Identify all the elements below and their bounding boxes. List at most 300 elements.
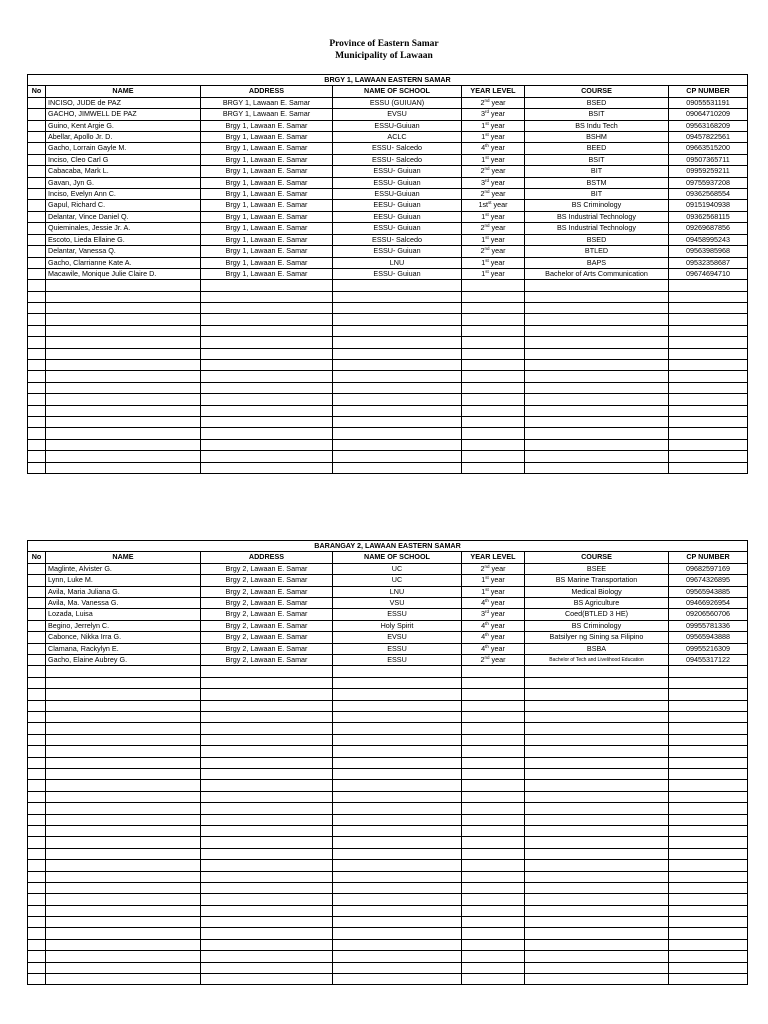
school-cell: [333, 962, 462, 973]
year-number: 1: [481, 120, 486, 130]
no-cell: [28, 325, 46, 336]
school-cell: [333, 360, 462, 371]
table-row: [28, 598, 748, 609]
name-cell: Abellar, Apollo Jr. D.: [46, 132, 201, 143]
no-cell: [28, 951, 46, 962]
no-cell: [28, 974, 46, 985]
cp-cell: 09362568554: [669, 189, 748, 200]
cp-cell: [669, 712, 748, 723]
table-row: [28, 962, 748, 973]
year-cell: [462, 894, 525, 905]
school-cell: [333, 666, 462, 677]
cp-cell: [669, 700, 748, 711]
school-cell: ESSU- Salcedo: [333, 154, 462, 165]
table-row: [28, 177, 748, 188]
year-cell: [462, 200, 525, 211]
year-cell: [462, 291, 525, 302]
table-row: [28, 917, 748, 928]
school-cell: LNU: [333, 257, 462, 268]
cp-cell: 09682597169: [669, 563, 748, 574]
school-cell: [333, 439, 462, 450]
year-number: 1: [481, 257, 486, 267]
course-cell: [525, 451, 669, 462]
name-cell: Maglinte, Alvister G.: [46, 563, 201, 574]
cp-cell: [669, 917, 748, 928]
cp-cell: [669, 894, 748, 905]
year-cell: [462, 905, 525, 916]
name-cell: [46, 837, 201, 848]
address-cell: [201, 666, 333, 677]
no-cell: [28, 132, 46, 143]
cp-cell: 09674326895: [669, 575, 748, 586]
name-cell: [46, 917, 201, 928]
no-cell: [28, 882, 46, 893]
name-cell: [46, 439, 201, 450]
no-cell: [28, 848, 46, 859]
school-cell: EESU- Guiuan: [333, 211, 462, 222]
course-cell: Bachelor of Arts Communication: [525, 268, 669, 279]
table-row: [28, 837, 748, 848]
table-row: [28, 303, 748, 314]
table-row: [28, 120, 748, 131]
table-row: [28, 860, 748, 871]
course-cell: [525, 394, 669, 405]
address-cell: [201, 712, 333, 723]
table-row: [28, 189, 748, 200]
table-row: [28, 905, 748, 916]
address-cell: Brgy 2, Lawaan E. Samar: [201, 643, 333, 654]
col-course: COURSE: [525, 86, 669, 97]
address-cell: [201, 974, 333, 985]
year-number: 2: [480, 223, 485, 233]
table-row: [28, 974, 748, 985]
col-course: COURSE: [525, 552, 669, 563]
course-cell: BSED: [525, 234, 669, 245]
course-cell: [525, 337, 669, 348]
no-cell: [28, 860, 46, 871]
year-number: 4: [481, 643, 486, 653]
name-cell: [46, 905, 201, 916]
year-word: year: [489, 177, 505, 187]
table-row: [28, 586, 748, 597]
no-cell: [28, 643, 46, 654]
address-cell: Brgy 1, Lawaan E. Samar: [201, 246, 333, 257]
year-number: 3: [481, 609, 485, 619]
name-cell: Avila, Maria Juliana G.: [46, 586, 201, 597]
no-cell: [28, 928, 46, 939]
name-cell: [46, 325, 201, 336]
year-cell: [462, 234, 525, 245]
course-cell: [525, 382, 669, 393]
cp-cell: [669, 905, 748, 916]
cp-cell: 09455317122: [669, 655, 748, 666]
address-cell: Brgy 2, Lawaan E. Samar: [201, 575, 333, 586]
address-cell: [201, 905, 333, 916]
table-row: [28, 325, 748, 336]
year-number: 1: [481, 211, 486, 221]
year-cell: [462, 451, 525, 462]
school-cell: [333, 905, 462, 916]
name-cell: Gacho, Clarrianne Kate A.: [46, 257, 201, 268]
address-cell: [201, 825, 333, 836]
course-cell: Bachelor of Tech and Livelihood Education: [525, 655, 669, 666]
no-cell: [28, 268, 46, 279]
no-cell: [28, 428, 46, 439]
course-cell: BS Industrial Technology: [525, 211, 669, 222]
school-cell: VSU: [333, 598, 462, 609]
year-cell: [462, 189, 525, 200]
year-number: 2: [480, 563, 485, 573]
year-suffix: th: [485, 598, 489, 604]
table-row: [28, 791, 748, 802]
year-suffix: th: [485, 143, 489, 149]
school-cell: ESSU- Guiuan: [333, 223, 462, 234]
course-cell: [525, 700, 669, 711]
year-word: year: [489, 563, 506, 573]
address-cell: [201, 337, 333, 348]
year-cell: [462, 757, 525, 768]
school-cell: EESU- Guiuan: [333, 200, 462, 211]
cp-cell: [669, 462, 748, 473]
table-row: [28, 609, 748, 620]
no-cell: [28, 905, 46, 916]
table-row: [28, 314, 748, 325]
name-cell: Gacho, Lorrain Gayle M.: [46, 143, 201, 154]
school-cell: [333, 700, 462, 711]
no-cell: [28, 563, 46, 574]
name-cell: [46, 417, 201, 428]
school-cell: [333, 894, 462, 905]
address-cell: [201, 371, 333, 382]
year-cell: [462, 109, 525, 120]
year-cell: [462, 120, 525, 131]
table-row: [28, 371, 748, 382]
year-cell: [462, 962, 525, 973]
table-row: [28, 428, 748, 439]
course-cell: [525, 871, 669, 882]
table-row: [28, 643, 748, 654]
school-cell: ESSU-Guiuan: [333, 189, 462, 200]
address-cell: Brgy 1, Lawaan E. Samar: [201, 257, 333, 268]
address-cell: [201, 791, 333, 802]
year-cell: [462, 803, 525, 814]
cp-cell: [669, 837, 748, 848]
course-cell: BTLED: [525, 246, 669, 257]
year-cell: [462, 655, 525, 666]
year-cell: [462, 575, 525, 586]
year-cell: [462, 280, 525, 291]
year-cell: [462, 563, 525, 574]
name-cell: [46, 666, 201, 677]
year-cell: [462, 143, 525, 154]
address-cell: Brgy 1, Lawaan E. Samar: [201, 143, 333, 154]
year-cell: [462, 928, 525, 939]
school-cell: ESSU- Salcedo: [333, 234, 462, 245]
school-cell: [333, 882, 462, 893]
name-cell: Avila, Ma. Vanessa G.: [46, 598, 201, 609]
year-cell: [462, 917, 525, 928]
course-cell: BSEE: [525, 563, 669, 574]
name-cell: [46, 405, 201, 416]
no-cell: [28, 280, 46, 291]
table-row: [28, 723, 748, 734]
school-cell: [333, 337, 462, 348]
name-cell: [46, 757, 201, 768]
year-cell: [462, 417, 525, 428]
cp-cell: 09563985968: [669, 246, 748, 257]
table-row: [28, 894, 748, 905]
no-cell: [28, 303, 46, 314]
year-word: year: [489, 655, 506, 665]
no-cell: [28, 371, 46, 382]
year-word: year: [488, 211, 505, 221]
address-cell: [201, 462, 333, 473]
cp-cell: 09532358687: [669, 257, 748, 268]
course-cell: [525, 837, 669, 848]
year-word: year: [488, 132, 505, 142]
address-cell: [201, 314, 333, 325]
table-row: [28, 951, 748, 962]
col-school: NAME OF SCHOOL: [333, 552, 462, 563]
no-cell: [28, 746, 46, 757]
table-row: [28, 757, 748, 768]
course-cell: [525, 905, 669, 916]
year-cell: [462, 814, 525, 825]
table-row: [28, 291, 748, 302]
col-address: ADDRESS: [201, 86, 333, 97]
cp-cell: 09955216309: [669, 643, 748, 654]
school-cell: [333, 803, 462, 814]
table-row: [28, 632, 748, 643]
address-cell: Brgy 1, Lawaan E. Samar: [201, 211, 333, 222]
year-cell: [462, 586, 525, 597]
school-cell: [333, 791, 462, 802]
no-cell: [28, 439, 46, 450]
year-cell: [462, 666, 525, 677]
cp-cell: [669, 780, 748, 791]
year-cell: [462, 791, 525, 802]
school-cell: ESSU-Guiuan: [333, 120, 462, 131]
course-cell: [525, 371, 669, 382]
table-row: [28, 280, 748, 291]
school-cell: [333, 825, 462, 836]
address-cell: [201, 405, 333, 416]
address-cell: [201, 882, 333, 893]
cp-cell: [669, 394, 748, 405]
no-cell: [28, 223, 46, 234]
school-cell: [333, 348, 462, 359]
cp-cell: 09457822561: [669, 132, 748, 143]
year-cell: [462, 837, 525, 848]
year-number: 2: [480, 246, 485, 256]
cp-cell: 09565943888: [669, 632, 748, 643]
year-number: 4: [481, 632, 486, 642]
course-cell: [525, 848, 669, 859]
year-word: year: [488, 598, 505, 608]
year-suffix: th: [485, 620, 489, 626]
address-cell: [201, 837, 333, 848]
school-cell: [333, 723, 462, 734]
no-cell: [28, 348, 46, 359]
course-cell: [525, 780, 669, 791]
table-row: [28, 382, 748, 393]
name-cell: Cabacaba, Mark L.: [46, 166, 201, 177]
cp-cell: [669, 360, 748, 371]
no-cell: [28, 712, 46, 723]
table-row: [28, 462, 748, 473]
cp-cell: [669, 860, 748, 871]
school-cell: [333, 848, 462, 859]
address-cell: [201, 360, 333, 371]
no-cell: [28, 825, 46, 836]
cp-cell: [669, 439, 748, 450]
no-cell: [28, 700, 46, 711]
column-header-row: [28, 86, 748, 97]
name-cell: [46, 280, 201, 291]
year-word: year: [488, 643, 505, 653]
no-cell: [28, 234, 46, 245]
school-cell: [333, 314, 462, 325]
address-cell: Brgy 1, Lawaan E. Samar: [201, 268, 333, 279]
cp-cell: 09959259211: [669, 166, 748, 177]
year-cell: [462, 974, 525, 985]
table-row: [28, 234, 748, 245]
cp-cell: [669, 814, 748, 825]
table-row: [28, 268, 748, 279]
year-cell: [462, 712, 525, 723]
year-suffix: nd: [484, 655, 490, 661]
no-cell: [28, 405, 46, 416]
school-cell: [333, 677, 462, 688]
year-suffix: st: [485, 586, 489, 592]
name-cell: [46, 962, 201, 973]
year-word: year: [489, 166, 506, 176]
name-cell: [46, 780, 201, 791]
course-cell: BSBA: [525, 643, 669, 654]
year-cell: [462, 598, 525, 609]
address-cell: [201, 746, 333, 757]
school-cell: UC: [333, 575, 462, 586]
table-row: [28, 143, 748, 154]
address-cell: Brgy 1, Lawaan E. Samar: [201, 200, 333, 211]
cp-cell: [669, 303, 748, 314]
table-row: [28, 814, 748, 825]
cp-cell: [669, 791, 748, 802]
table-row: [28, 575, 748, 586]
address-cell: [201, 689, 333, 700]
address-cell: Brgy 2, Lawaan E. Samar: [201, 598, 333, 609]
year-cell: [462, 746, 525, 757]
school-cell: [333, 746, 462, 757]
year-cell: [462, 382, 525, 393]
course-cell: [525, 825, 669, 836]
cp-cell: [669, 768, 748, 779]
name-cell: [46, 394, 201, 405]
year-cell: [462, 871, 525, 882]
name-cell: Escoto, Lieda Ellaine G.: [46, 234, 201, 245]
year-number: 1: [481, 132, 486, 142]
name-cell: [46, 871, 201, 882]
year-suffix: st: [488, 200, 492, 206]
cp-cell: [669, 677, 748, 688]
name-cell: [46, 860, 201, 871]
table-row: [28, 666, 748, 677]
course-cell: [525, 439, 669, 450]
course-cell: [525, 723, 669, 734]
table-row: [28, 223, 748, 234]
school-cell: UC: [333, 563, 462, 574]
address-cell: [201, 451, 333, 462]
name-cell: [46, 348, 201, 359]
no-cell: [28, 120, 46, 131]
school-cell: [333, 871, 462, 882]
year-cell: [462, 939, 525, 950]
address-cell: Brgy 1, Lawaan E. Samar: [201, 223, 333, 234]
year-cell: [462, 677, 525, 688]
no-cell: [28, 677, 46, 688]
no-cell: [28, 291, 46, 302]
address-cell: Brgy 1, Lawaan E. Samar: [201, 234, 333, 245]
address-cell: BRGY 1, Lawaan E. Samar: [201, 109, 333, 120]
year-cell: [462, 268, 525, 279]
cp-cell: [669, 951, 748, 962]
table-row: [28, 451, 748, 462]
no-cell: [28, 962, 46, 973]
year-cell: [462, 825, 525, 836]
year-cell: [462, 325, 525, 336]
course-cell: [525, 962, 669, 973]
address-cell: Brgy 2, Lawaan E. Samar: [201, 609, 333, 620]
no-cell: [28, 837, 46, 848]
name-cell: [46, 791, 201, 802]
year-suffix: rd: [485, 177, 490, 183]
name-cell: Inciso, Cleo Carl G: [46, 154, 201, 165]
year-cell: [462, 609, 525, 620]
table-row: [28, 97, 748, 108]
province-title: Province of Eastern Samar: [329, 39, 439, 49]
name-cell: [46, 291, 201, 302]
year-word: year: [489, 189, 506, 199]
table-row: [28, 871, 748, 882]
name-cell: Gapul, Richard C.: [46, 200, 201, 211]
name-cell: [46, 689, 201, 700]
course-cell: BAPS: [525, 257, 669, 268]
name-cell: [46, 928, 201, 939]
year-number: 4: [481, 598, 486, 608]
year-cell: [462, 951, 525, 962]
school-cell: [333, 405, 462, 416]
cp-cell: 09663515200: [669, 143, 748, 154]
table-row: [28, 768, 748, 779]
course-cell: [525, 280, 669, 291]
address-cell: Brgy 1, Lawaan E. Samar: [201, 177, 333, 188]
name-cell: Macawile, Monique Julie Claire D.: [46, 268, 201, 279]
school-cell: ESSU: [333, 609, 462, 620]
year-cell: [462, 223, 525, 234]
name-cell: [46, 712, 201, 723]
table-row: [28, 928, 748, 939]
cp-cell: [669, 337, 748, 348]
table-row: [28, 166, 748, 177]
course-cell: [525, 791, 669, 802]
course-cell: [525, 462, 669, 473]
year-cell: [462, 860, 525, 871]
no-cell: [28, 791, 46, 802]
name-cell: [46, 723, 201, 734]
year-cell: [462, 303, 525, 314]
cp-cell: [669, 803, 748, 814]
address-cell: [201, 700, 333, 711]
